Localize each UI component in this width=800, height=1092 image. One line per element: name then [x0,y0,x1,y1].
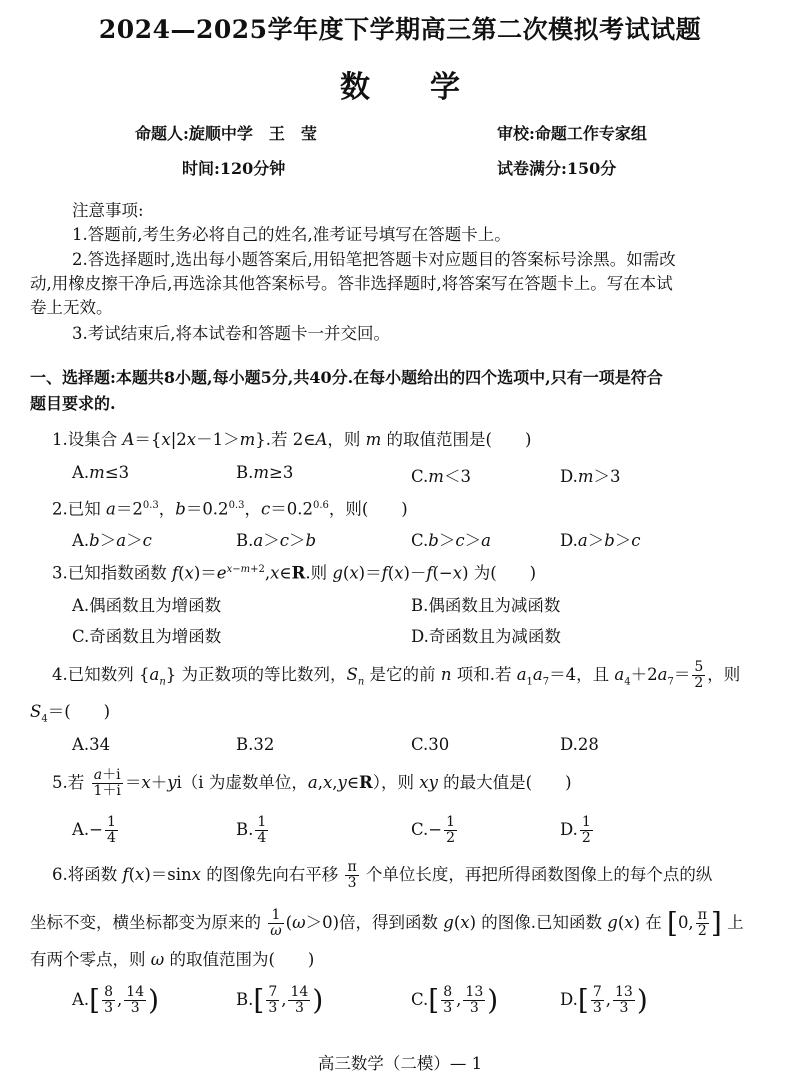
question-6: 6.将函数 f(x)＝sinx 的图像先向右平移 $\frac{\pi}{3}$ 个单位长度，再把所得函数图像上的每个点的纵 [52,859,713,891]
q6-option-d: D.[ $\frac{7}{3}$ , $\frac{13}{3}$ ) [560,983,648,1017]
q3-option-a: A.偶函数且为增函数 [72,596,222,615]
q5-option-a: A.− $\frac{1}{4}$ [72,814,116,846]
q6-option-b: B.[ $\frac{7}{3}$ , $\frac{14}{3}$ ) [236,983,324,1017]
note-3: 3.考试结束后,将本试卷和答题卡一并交回。 [72,324,390,343]
q1-option-c: C.m＜3 [411,467,471,486]
q6-option-c: C.[ $\frac{8}{3}$ , $\frac{13}{3}$ ) [411,983,499,1017]
question-4-cont: $S_4=$( ) [30,702,111,725]
q2-option-d: D.a＞b＞c [560,531,641,550]
exam-title: 2024—2025学年度下学期高三第二次模拟考试试题 [98,15,702,44]
question-6-cont-1: 坐标不变，横坐标都变为原来的 $\frac{1}{\omega}$ (ω＞0)倍，得到函数 g(x) 的图像.已知函数 g(x) 在 [0, $\frac{\pi}{2}$ ] 上 [30,906,744,940]
section-1-intro: 一、选择题:本题共8小题,每小题5分,共40分.在每小题给出的四个选项中,只有一项是符合 [30,368,663,387]
q6-option-a: A.[ $\frac{8}{3}$ , $\frac{14}{3}$ ) [72,983,160,1017]
page-footer: 高三数学（二模）— 1 [317,1054,483,1073]
question-2: 2.已知 $a=2^{0.3}$，$b=0.2^{0.3}$，$c=0.2^{0.6}$，则( ) [52,499,408,519]
q1-option-a: A.m≤3 [72,463,130,482]
subject-title: 数学 [340,70,520,105]
notes-heading: 注意事项: [72,201,144,220]
q3-number: 3. [52,563,68,583]
reviewer-line: 审校:命题工作专家组 [497,124,647,143]
q2-number: 2. [52,499,68,519]
note-2c: 卷上无效。 [30,298,113,317]
q3-option-c: C.奇函数且为增函数 [72,627,222,646]
q1-option-d: D.m＞3 [560,467,621,486]
question-3: 3.已知指数函数 $f(x)=e^{x-m+2},x\in R$.则 g(x)＝f(x)－f(−x) 为( ) [52,563,537,583]
time-line: 时间:120分钟 [182,159,286,178]
q4-option-c: C.30 [411,735,450,754]
section-1-intro-2: 题目要求的. [30,394,116,413]
q5-option-b: B. $\frac{1}{4}$ [236,814,267,846]
q3-option-b: B.偶函数且为减函数 [411,596,561,615]
q4-option-d: D.28 [560,735,599,754]
q1-option-b: B.m≥3 [236,463,294,482]
q4-number: 4. [52,665,68,684]
q4-option-b: B.32 [236,735,275,754]
note-2a: 2.答选择题时,选出每小题答案后,用铅笔把答题卡对应题目的答案标号涂黑。如需改 [72,250,676,269]
note-2b: 动,用橡皮擦干净后,再选涂其他答案标号。答非选择题时,将答案写在答题卡上。写在本试 [30,274,673,293]
q5-option-c: C.− $\frac{1}{2}$ [411,814,456,846]
q1-number: 1. [52,430,68,449]
question-6-cont-2: 有两个零点，则 ω 的取值范围为( ) [30,950,315,969]
q3-option-d: D.奇函数且为减函数 [411,627,561,646]
q6-number: 6. [52,865,68,884]
score-line: 试卷满分:150分 [497,159,617,178]
question-5: 5.若 $\frac{a+i}{1+i}$ ＝x＋yi（i 为虚数单位，a,x,y∈R），则 xy 的最大值是( ) [52,767,572,799]
q2-option-c: C.b＞c＞a [411,531,491,550]
question-4: 4.已知数列 $\{a_n\}$ 为正数项的等比数列，$S_n$ 是它的前 n 项和.若 $a_1a_7=4$，且 $a_4+2a_7=$ $\frac{5}{2}$ ，则 [52,659,741,691]
note-1: 1.答题前,考生务必将自己的姓名,准考证号填写在答题卡上。 [72,225,511,244]
q5-number: 5. [52,773,68,792]
q5-option-d: D. $\frac{1}{2}$ [560,814,591,846]
question-1: 1.设集合 A＝{x|2x－1＞m}.若 2∈A，则 m 的取值范围是( ) [52,430,532,449]
q2-option-b: B.a＞c＞b [236,531,317,550]
q4-option-a: A.34 [72,735,111,754]
q2-option-a: A.b＞a＞c [72,531,152,550]
author-line: 命题人:旋顺中学 王 莹 [135,124,317,143]
